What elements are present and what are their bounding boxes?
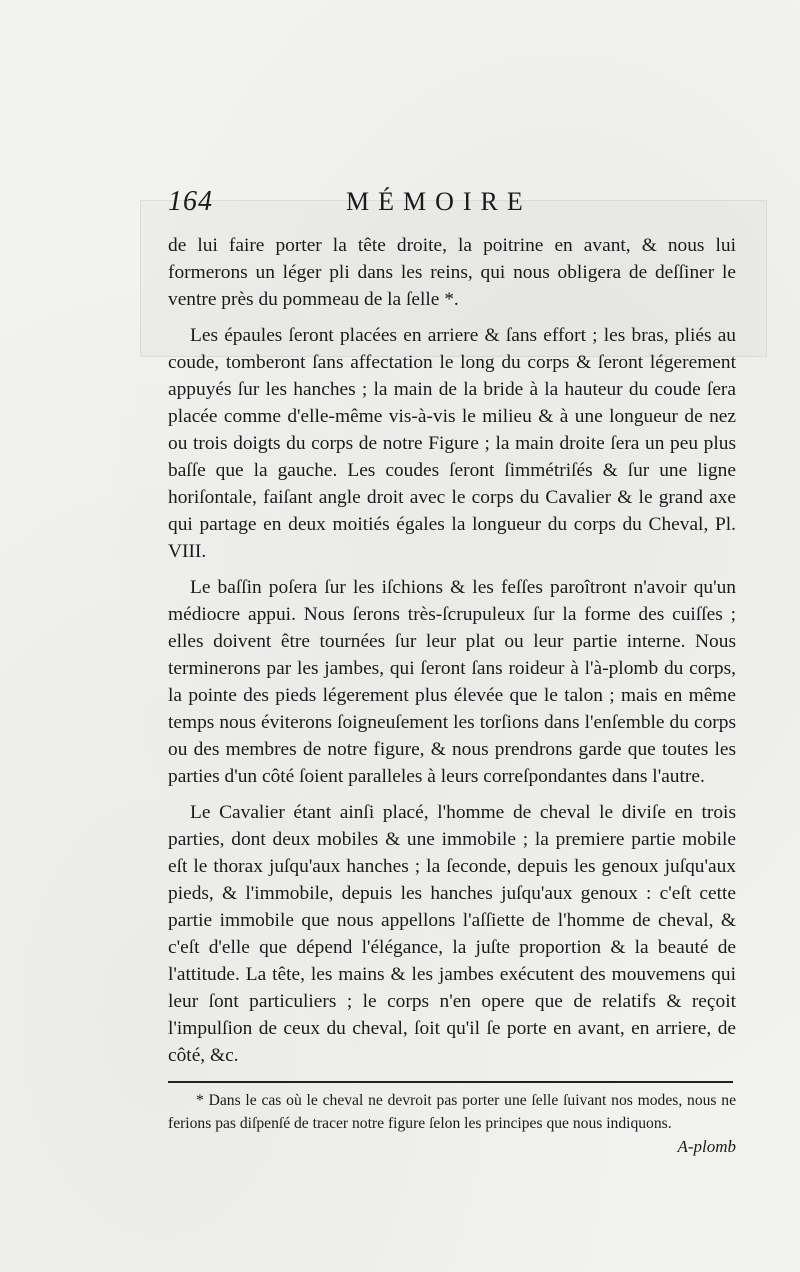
running-head: MÉMOIRE bbox=[346, 187, 532, 216]
text-block bbox=[168, 186, 736, 1157]
page-header bbox=[168, 186, 736, 232]
footnote-rule bbox=[168, 1081, 733, 1083]
footnote: * Dans le cas où le cheval ne devroit pas porter une ſelle ſuivant nos modes, nous ne ferions pas diſpenſé de tracer notre figure ſelon les principes que nous indiquons. bbox=[168, 1092, 736, 1132]
paragraph-3: Le baſſin poſera ſur les iſchions & les feſſes paroîtront n'avoir qu'un médiocre appui. Nous ſerons très-ſcrupuleux ſur la forme des cuiſſes ; elles doivent être tournées ſur leur plat ou leur partie interne. Nous terminerons par les jambes, qui ſeront ſans roideur à l'à-plomb du corps, la pointe des pieds légerement plus élevée que le talon ; mais en même temps nous éviterons ſoigneuſement les torſions dans l'enſemble du corps ou des membres de notre figure, & nous prendrons garde que toutes les parties d'un côté ſoient paralleles à leurs correſpondantes dans l'autre. bbox=[168, 577, 736, 787]
page-number: 164 bbox=[168, 186, 213, 217]
paragraph-1: de lui faire porter la tête droite, la poitrine en avant, & nous lui formerons un léger pli dans les reins, qui nous obligera de deſſiner le ventre près du pommeau de la ſelle *. bbox=[168, 235, 736, 310]
catchword: A-plomb bbox=[677, 1137, 736, 1156]
body-text bbox=[168, 232, 736, 1069]
paragraph-4: Le Cavalier étant ainſi placé, l'homme de cheval le diviſe en trois parties, dont deux mobiles & une immobile ; la premiere partie mobile eſt le thorax juſqu'aux hanches ; la ſeconde, depuis les genoux juſqu'aux pieds, & l'immobile, depuis les hanches juſqu'aux genoux : c'eſt cette partie immobile que nous appellons l'aſſiette de l'homme de cheval, & c'eſt d'elle que dépend l'élégance, la juſte proportion & la beauté de l'attitude. La tête, les mains & les jambes exécutent des mouvemens qui leur ſont particuliers ; le corps n'en opere que de relatifs & reçoit l'impulſion de ceux du cheval, ſoit qu'il ſe porte en avant, en arriere, de côté, &c. bbox=[168, 802, 736, 1066]
paragraph-2: Les épaules ſeront placées en arriere & ſans effort ; les bras, pliés au coude, tomberont ſans affectation le long du corps & ſeront légerement appuyés ſur les hanches ; la main de la bride à la hauteur du coude ſera placée comme d'elle-même vis-à-vis le milieu & à une longueur de nez ou trois doigts du corps de notre Figure ; la main droite ſera un peu plus baſſe que la gauche. Les coudes ſeront ſimmétriſés & ſur une ligne horiſontale, faiſant angle droit avec le corps du Cavalier & le grand axe qui partage en deux moitiés égales la longueur du corps du Cheval, Pl. VIII. bbox=[168, 325, 736, 562]
